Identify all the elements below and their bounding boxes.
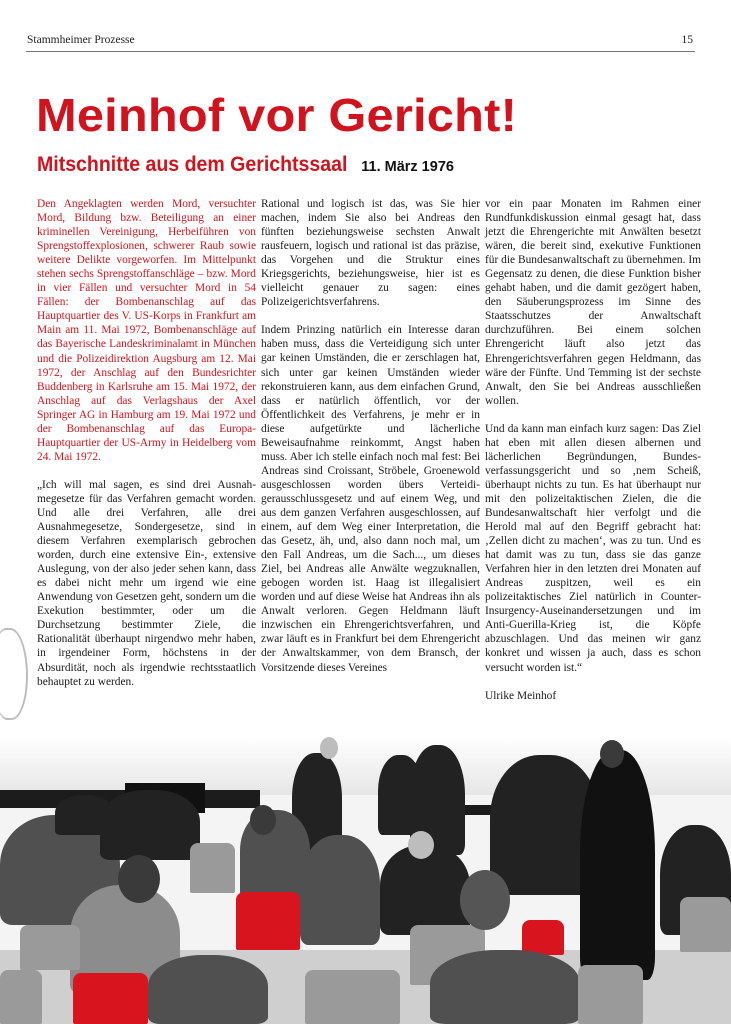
photo-figure <box>580 750 655 980</box>
photo-chair <box>305 970 400 1024</box>
photo-red-chair <box>522 920 564 955</box>
running-header <box>26 32 695 52</box>
photo-chair <box>190 843 235 893</box>
photo-figure-head <box>250 805 276 835</box>
photo-chair <box>680 897 731 952</box>
courtroom-photo <box>0 735 731 1024</box>
article-subtitle-line <box>37 154 454 175</box>
photo-figure-head <box>118 855 160 903</box>
photo-figure-head <box>460 870 510 930</box>
article-subtitle: Mitschnitte aus dem Gerichtssaal <box>37 153 348 176</box>
text-column-1 <box>37 197 256 703</box>
photo-red-chair <box>73 973 148 1024</box>
body-paragraph: Indem Prinzing natürlich ein Interesse daran haben muss, dass die Verteidigung sich unter gar keinen Umständen, die er zerschlagen hat, sich unter gar keinen Umständen wieder rekonstruieren kann, aus dem einfachen Grund, dass er natürlich öffentlich, vor der Öffentlichkeit des Verfahrens, je mehr er in diese aufgetürkte und lächerliche Beweisaufnahme reinkommt, Angst haben muss. Aber ich stelle einfach noch mal fest: Bei Andreas sind Croissant, Ströbele, Groenewold ausgeschlossen worden übers Verteidigerausschlussgesetz und auf einem Weg, und aus dem ganzen Verfahren ausgeschlossen, auf einem, auf dem Weg einer Interpretation, die das Gesetz, äh, und, also dann noch mal, um den Fall Andreas, um die Sach..., um dieses Ziel, bei Andreas alle Anwälte wegzuknallen, gebogen worden ist. Haag ist illegalisiert worden und auf diese Weise hat Andreas ihn als Anwalt verloren. Gegen Heldmann läuft inzwischen ein Ehrengerichtsverfahren, und zwar läuft es in Frankfurt bei dem Ehrengericht der Anwaltskammer, von dem Bransch, der Vorsitzende dieses Vereines <box>261 324 480 674</box>
body-paragraph: vor ein paar Monaten im Rahmen einer Rundfunkdiskussion einmal gesagt hat, dass jetzt die Ehrengerichte mit Anwälten besetzt wären, die bereit sind, exekutive Funktionen für die Bundesanwaltschaft zu übernehmen. Im Gegensatz zu denen, die diese Funktion bisher gehabt haben, und die damit gezögert haben, den Säuberungsprozess im Sinne des Staatsschutzes der Anwaltschaft durchzuführen. Bei einem solchen Ehrengericht läuft also jetzt das Ehrengerichtsverfahren gegen Heldmann, das wäre der Fünfte. Und Temming ist der sechste Anwalt, den Sie bei Andreas ausschließen wollen. <box>485 198 701 407</box>
quote-paragraph: „Ich will mal sagen, es sind drei Ausnahmegesetze für das Verfahren gemacht worden. Und alle drei Verfahren, alle drei Ausnahmegesetze, Sondergesetze, sind in diesem Verfahren exemplarisch gebrochen worden, durch eine extensive Ein-, extensive Auslegung, von der also jeder sehen kann, dass es dabei nicht mehr um irgend wie eine Anwendung von Gesetzen geht, sondern um die Exekution bestimmter, oder um die Durchsetzung bestimmter Ziele, die Rationalität überhaupt nirgendwo mehr haben, in irgendeiner Form, höchstens in der Absurdität, noch als irgendwie rechtsstaatlich behauptet zu werden. <box>37 478 256 688</box>
photo-figure <box>100 790 200 860</box>
section-title: Stammheimer Prozesse <box>27 34 135 46</box>
page-number: 15 <box>681 34 693 46</box>
text-column-2 <box>261 197 480 689</box>
photo-figure-head <box>408 831 434 859</box>
photo-figure <box>430 950 580 1024</box>
author-signature: Ulrike Meinhof <box>485 689 557 702</box>
body-paragraph: Rational und logisch ist das, was Sie hier machen, indem Sie also bei Andreas den fünften beziehungsweise sechsten Anwalt rausfeuern, logisch und rational ist das präzise, das Vorgehen und die Struktur eines Kriegsgerichts, beziehungsweise, hier ist es vielleicht genauer zu sagen: eines Polizeigerichtsverfahrens. <box>261 198 480 309</box>
margin-sketch-decoration <box>0 628 28 720</box>
body-paragraph: Und da kann man einfach kurz sagen: Das Ziel hat eben mit allen diesen albernen und lächerlichen Begründungen, Bundesverfassungsgericht und so ‚nem Scheiß, überhaupt nichts zu tun. Es hat überhaupt nur mit den polizeitaktischen Zielen, die die Bundesanwaltschaft hier verfolgt und die Herold mal auf den Begriff gebracht hat: ‚Zellen dicht zu machen‘, was zu tun. Und es hat damit was zu tun, dass sie das ganze Verfahren hier in den letzten drei Monaten auf Andreas zuspitzen, weil es ein polizeitaktisches Ziel natürlich in Counter-Insurgency-Auseinandersetzungen und im Anti-Guerilla-Krieg ist, die Köpfe abzuschlagen. Und das meinen wir ganz konkret und wissen ja auch, dass es schon versucht worden ist.“ <box>485 422 701 674</box>
photo-figure <box>148 955 268 1024</box>
photo-red-chair <box>236 892 300 950</box>
photo-chair <box>0 970 42 1024</box>
article-title: Meinhof vor Gericht! <box>36 89 518 141</box>
photo-figure <box>380 845 470 935</box>
text-column-3 <box>485 197 701 717</box>
article-date: 11. März 1976 <box>361 159 454 175</box>
photo-figure-head <box>600 740 624 768</box>
lead-paragraph: Den Angeklagten werden Mord, versuchter Mord, Bildung bzw. Beteiligung an einer kriminellen Vereinigung, Herbeiführen von Sprengstoffexplosionen, schwerer Raub sowie weitere Delikte vorgeworfen. Im Mittelpunkt stehen sechs Sprengstoffanschläge – bzw. Mord in vier Fällen und versuchter Mord in 54 Fällen: der Bombenanschlag auf das Hauptquartier des V. US-Korps in Frankfurt am Main am 11. Mai 1972, Bombenanschläge auf das Bayerische Landeskriminalamt in München und die Polizeidirektion Augsburg am 12. Mai 1972, der Anschlag auf den Bundesrichter Buddenberg in Karlsruhe am 15. Mai 1972, der Anschlag auf das Verlagshaus der Axel Springer AG in Hamburg am 19. Mai 1972 und der Bombenanschlag auf das Europa-Hauptquartier der US-Army in Heidelberg vom 24. Mai 1972. <box>37 198 256 463</box>
photo-figure <box>300 835 380 945</box>
photo-figure-head <box>320 737 338 759</box>
photo-chair <box>578 965 643 1024</box>
photo-chair <box>20 925 80 970</box>
